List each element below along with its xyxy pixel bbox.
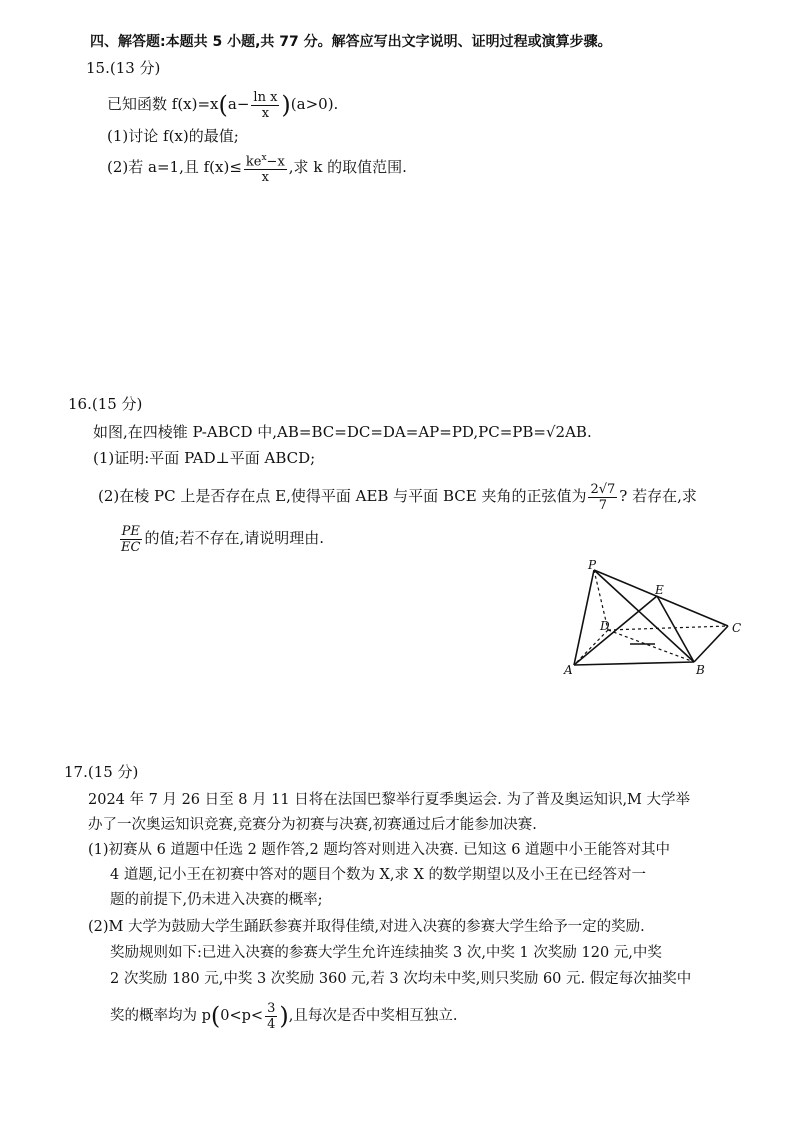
q16-part2b-frac-den: EC bbox=[121, 539, 141, 555]
q17-line2: 办了一次奥运知识竞赛,竞赛分为初赛与决赛,初赛通过后才能参加决赛. bbox=[88, 817, 537, 833]
q16-part2b-fraction bbox=[119, 524, 142, 555]
q15-part2-fraction bbox=[244, 151, 287, 185]
q17-line9-suffix: ,且每次是否中奖相互独立. bbox=[288, 1008, 458, 1024]
edge-ab bbox=[574, 662, 694, 665]
edge-dc-hidden bbox=[608, 626, 728, 630]
q17-line4: 4 道题,记小王在初赛中答对的题目个数为 X,求 X 的数学期望以及小王在已经答对一 bbox=[110, 867, 647, 883]
q16-part2b-frac-num: PE bbox=[121, 523, 140, 539]
q17-number: 17.(15 分) bbox=[64, 763, 139, 781]
q17-line3: (1)初赛从 6 道题中任选 2 题作答,2 题均答对则进入决赛. 已知这 6 道题中小王能答对其中 bbox=[88, 842, 671, 858]
edge-bc bbox=[694, 626, 728, 662]
q17-open-paren: ( bbox=[210, 1002, 221, 1030]
edge-pc bbox=[594, 570, 728, 626]
q17-frac-num: 3 bbox=[267, 1000, 276, 1016]
label-p: P bbox=[588, 560, 597, 572]
q17-line9-fraction bbox=[265, 1001, 277, 1032]
edge-db-hidden bbox=[608, 630, 694, 662]
q15-part2-frac-sup: x bbox=[261, 152, 267, 163]
q15-stem-a: a− bbox=[227, 95, 250, 113]
q15-open-paren: ( bbox=[218, 91, 228, 119]
label-d: D bbox=[600, 619, 610, 633]
q17-close-paren: ) bbox=[279, 1002, 289, 1030]
q15-number: 15.(13 分) bbox=[86, 59, 161, 77]
label-e: E bbox=[655, 583, 664, 597]
q16-part2-prefix: (2)在棱 PC 上是否存在点 E,使得平面 AEB 与平面 BCE 夹角的正弦值为 bbox=[98, 487, 587, 505]
q15-stem bbox=[107, 86, 338, 122]
q15-part2-frac-ke: ke bbox=[245, 154, 262, 170]
edge-eb bbox=[657, 596, 694, 662]
q16-part2-fraction bbox=[588, 482, 617, 513]
q17-frac-den: 4 bbox=[267, 1016, 276, 1032]
q15-part2-frac-den: x bbox=[261, 170, 269, 186]
q15-stem-prefix: 已知函数 f(x)=x bbox=[107, 95, 219, 113]
label-a: A bbox=[564, 663, 573, 677]
q17-line9 bbox=[110, 996, 457, 1036]
q16-part2-suffix: ? 若存在,求 bbox=[619, 487, 697, 505]
q15-part1: (1)讨论 f(x)的最值; bbox=[107, 127, 239, 145]
q16-part2-frac-den: 7 bbox=[598, 497, 607, 513]
q17-line6: (2)M 大学为鼓励大学生踊跃参赛并取得佳绩,对进入决赛的参赛大学生给予一定的奖励. bbox=[88, 919, 645, 935]
q16-number: 16.(15 分) bbox=[68, 395, 143, 413]
q16-stem: 如图,在四棱锥 P-ABCD 中,AB=BC=DC=DA=AP=PD,PC=PB=√2AB. bbox=[93, 423, 592, 441]
q15-close-paren: ) bbox=[281, 91, 291, 119]
q15-part2-frac-num bbox=[244, 151, 287, 170]
edge-pb bbox=[594, 570, 694, 662]
q15-part2-suffix: ,求 k 的取值范围. bbox=[288, 158, 407, 176]
q15-stem-suffix: (a>0). bbox=[290, 95, 339, 113]
q17-line8: 2 次奖励 180 元,中奖 3 次奖励 360 元,若 3 次均未中奖,则只奖励 60 元. 假定每次抽奖中 bbox=[110, 971, 692, 987]
q16-part2-frac-num: 2√7 bbox=[590, 481, 616, 497]
q15-part2-frac-tail: −x bbox=[266, 154, 285, 170]
section-heading: 四、解答题:本题共 5 小题,共 77 分。解答应写出文字说明、证明过程或演算步骤。 bbox=[90, 34, 612, 50]
q16-part2b-suffix: 的值;若不存在,请说明理由. bbox=[144, 529, 325, 547]
q15-fraction bbox=[251, 90, 279, 121]
q16-part2b bbox=[117, 520, 324, 556]
label-b: B bbox=[696, 663, 705, 677]
q15-part2-prefix: (2)若 a=1,且 f(x)≤ bbox=[107, 158, 242, 176]
q15-frac-num: ln x bbox=[253, 89, 278, 105]
q15-part2 bbox=[107, 150, 407, 185]
pyramid-figure bbox=[560, 560, 750, 680]
q17-line7: 奖励规则如下:已进入决赛的参赛大学生允许连续抽奖 3 次,中奖 1 次奖励 120 元,中奖 bbox=[110, 945, 662, 961]
q17-line9-inner: 0<p< bbox=[220, 1008, 264, 1024]
q15-frac-den: x bbox=[261, 105, 270, 121]
q17-line5: 题的前提下,仍未进入决赛的概率; bbox=[110, 892, 323, 908]
q17-line1: 2024 年 7 月 26 日至 8 月 11 日将在法国巴黎举行夏季奥运会. 为了普及奥运知识,M 大学举 bbox=[88, 792, 691, 808]
q16-part2 bbox=[98, 478, 697, 514]
label-c: C bbox=[732, 621, 742, 635]
q17-line9-prefix: 奖的概率均为 p bbox=[110, 1008, 211, 1024]
q16-part1: (1)证明:平面 PAD⊥平面 ABCD; bbox=[93, 449, 316, 467]
